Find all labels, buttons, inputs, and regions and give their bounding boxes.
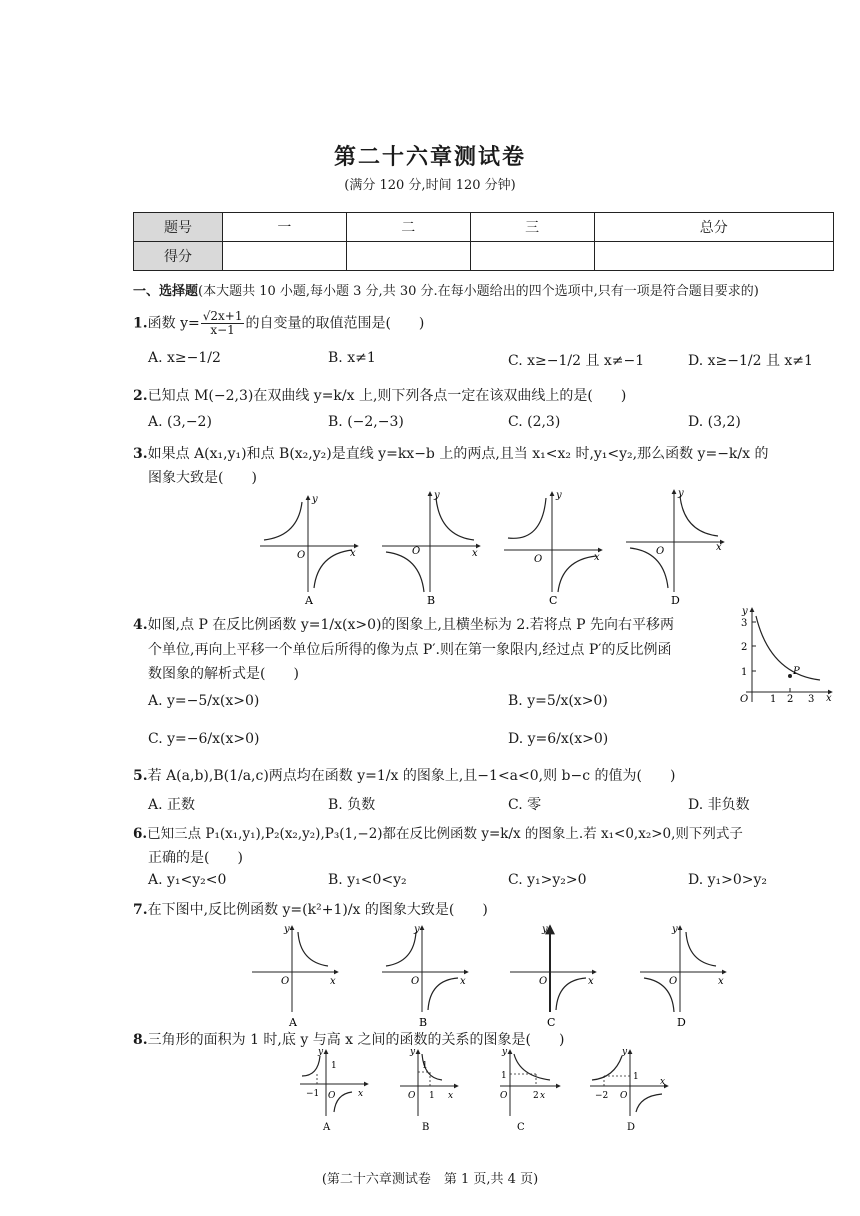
q8-graph-a[interactable]: [300, 1047, 368, 1133]
graph-label: C: [547, 1016, 556, 1028]
option-b[interactable]: B. y₁<0<y₂: [328, 872, 407, 888]
svg-text:y: y: [284, 924, 290, 935]
svg-text:O: O: [534, 554, 543, 565]
fraction-denominator: x−1: [210, 323, 235, 337]
graph-label: B: [422, 1122, 430, 1133]
graph-label: D: [671, 594, 680, 607]
question-number: 3.: [133, 446, 148, 462]
point-p: [788, 674, 792, 678]
origin-label: O: [740, 694, 749, 705]
score-table-cell: 三: [470, 213, 594, 242]
svg-text:y: y: [678, 488, 684, 499]
svg-text:O: O: [669, 976, 678, 987]
question-text: 图象大致是( ): [148, 470, 257, 486]
svg-text:x: x: [660, 1077, 666, 1087]
graph-label: A: [289, 1016, 297, 1028]
option-b[interactable]: B. x≠1: [328, 350, 376, 366]
question-number: 2.: [133, 388, 148, 404]
tick-label: 2: [741, 642, 748, 653]
axis-label: x: [826, 693, 832, 704]
question-text: 个单位,再向上平移一个单位后所得的像为点 P′.则在第一象限内,经过点 P′的反比例函: [148, 642, 672, 658]
page-footer: (第二十六章测试卷 第 1 页,共 4 页): [321, 1172, 539, 1187]
tick-label: 3: [808, 694, 815, 705]
svg-text:y: y: [622, 1047, 628, 1057]
svg-text:O: O: [412, 546, 421, 557]
question-text: 已知三点 P₁(x₁,y₁),P₂(x₂,y₂),P₃(1,−2)都在反比例函数 y=k/x 的图象上.若 x₁<0,x₂>0,则下列式子: [147, 826, 743, 842]
score-table-score-row: [134, 242, 834, 271]
svg-text:−2: −2: [595, 1091, 609, 1101]
option-d[interactable]: D. y=6/x(x>0): [508, 731, 609, 747]
q4-figure: [730, 604, 836, 708]
question-text: 三角形的面积为 1 时,底 y 与高 x 之间的函数的关系的图象是( ): [147, 1032, 565, 1048]
svg-text:O: O: [539, 976, 548, 987]
question-4: [133, 615, 674, 635]
graph-label: A: [323, 1122, 331, 1133]
svg-text:−1: −1: [306, 1089, 320, 1099]
q7-graph-a[interactable]: [252, 924, 338, 1028]
svg-text:O: O: [281, 976, 290, 987]
question-text: 在下图中,反比例函数 y=(k²+1)/x 的图象大致是( ): [147, 902, 488, 918]
svg-text:y: y: [312, 494, 318, 505]
question-number: 5.: [133, 768, 148, 784]
svg-text:O: O: [656, 546, 665, 557]
graph-label: D: [627, 1122, 636, 1133]
page-title: 第二十六章测试卷: [333, 144, 526, 170]
q7-graph-options: [248, 922, 738, 1028]
option-b[interactable]: B. y=5/x(x>0): [508, 693, 608, 709]
score-table-cell: 题号: [134, 213, 223, 242]
svg-text:O: O: [297, 550, 306, 561]
svg-text:x: x: [350, 548, 356, 559]
svg-text:1: 1: [422, 1061, 428, 1071]
option-c[interactable]: C. 零: [508, 797, 542, 813]
svg-text:y: y: [434, 490, 440, 501]
svg-text:y: y: [556, 490, 562, 501]
question-1: [133, 310, 424, 337]
svg-text:y: y: [542, 924, 548, 935]
score-table-cell: 二: [346, 213, 470, 242]
graph-label: B: [427, 594, 436, 607]
q3-graph-c[interactable]: [504, 490, 602, 607]
q7-graph-b[interactable]: [382, 924, 468, 1028]
score-table: [133, 212, 834, 271]
svg-text:1: 1: [633, 1072, 639, 1082]
option-d[interactable]: D. (3,2): [688, 414, 741, 430]
svg-text:1: 1: [501, 1071, 507, 1081]
question-5: [133, 766, 675, 786]
question-number: 8.: [133, 1032, 148, 1048]
question-2: [133, 386, 626, 406]
question-number: 4.: [133, 617, 148, 633]
score-input-cell[interactable]: [223, 242, 347, 271]
svg-text:O: O: [328, 1091, 336, 1101]
option-c[interactable]: C. x≥−1/2 且 x≠−1: [508, 353, 645, 369]
svg-text:y: y: [318, 1047, 324, 1057]
question-text: 已知点 M(−2,3)在双曲线 y=k/x 上,则下列各点一定在该双曲线上的是( ): [147, 388, 627, 404]
section-note: (本大题共 10 小题,每小题 3 分,共 30 分.在每小题给出的四个选项中,只有一项是符合题目要求的): [198, 284, 759, 299]
question-text: 如果点 A(x₁,y₁)和点 B(x₂,y₂)是直线 y=kx−b 上的两点,且当 x₁<x₂ 时,y₁<y₂,那么函数 y=−k/x 的: [147, 446, 769, 462]
svg-text:x: x: [718, 976, 724, 987]
question-text: 如图,点 P 在反比例函数 y=1/x(x>0)的图象上,且横坐标为 2.若将点 P 先向右平移两: [147, 617, 675, 633]
svg-text:x: x: [330, 976, 336, 987]
q7-graph-d[interactable]: [640, 924, 726, 1028]
svg-text:x: x: [358, 1089, 364, 1099]
page-subtitle: (满分 120 分,时间 120 分钟): [344, 178, 516, 193]
option-b[interactable]: B. (−2,−3): [328, 414, 404, 430]
q8-graph-options: [296, 1046, 686, 1134]
question-text: 数图象的解析式是( ): [148, 666, 299, 682]
svg-text:O: O: [411, 976, 420, 987]
tick-label: 1: [770, 694, 777, 705]
score-input-cell[interactable]: [470, 242, 594, 271]
q7-graph-c[interactable]: [510, 924, 596, 1028]
tick-label: 3: [741, 618, 748, 629]
svg-text:1: 1: [331, 1061, 337, 1071]
svg-text:x: x: [716, 542, 722, 553]
score-table-cell: 总分: [594, 213, 833, 242]
question-text: 若 A(a,b),B(1/a,c)两点均在函数 y=1/x 的图象上,且−1<a<0,则 b−c 的值为( ): [147, 768, 676, 784]
q8-graph-b[interactable]: [400, 1047, 458, 1133]
option-a[interactable]: A. y₁<y₂<0: [148, 872, 227, 888]
question-7: [133, 900, 488, 920]
q3-graph-d[interactable]: [626, 488, 724, 607]
score-table-cell: 一: [223, 213, 347, 242]
q3-graph-options: [250, 488, 730, 608]
question-text: 正确的是( ): [148, 850, 243, 866]
q8-graph-d[interactable]: [590, 1047, 668, 1133]
option-a[interactable]: A. y=−5/x(x>0): [148, 693, 260, 709]
question-6: [133, 824, 743, 844]
score-table-header-row: [134, 213, 834, 242]
option-a[interactable]: A. 正数: [148, 797, 196, 813]
option-c[interactable]: C. y=−6/x(x>0): [148, 731, 260, 747]
svg-text:x: x: [540, 1091, 546, 1101]
score-table-cell: 得分: [134, 242, 223, 271]
svg-text:O: O: [500, 1091, 508, 1101]
axis-label: y: [742, 606, 748, 617]
option-d[interactable]: D. 非负数: [688, 797, 750, 813]
svg-text:O: O: [620, 1091, 628, 1101]
section-heading: [133, 280, 759, 299]
question-3: [133, 444, 768, 464]
svg-text:1: 1: [429, 1091, 435, 1101]
svg-text:O: O: [408, 1091, 416, 1101]
graph-label: C: [549, 594, 558, 607]
q3-graph-b[interactable]: [382, 490, 480, 607]
score-input-cell[interactable]: [346, 242, 470, 271]
svg-text:y: y: [502, 1047, 508, 1057]
svg-text:x: x: [448, 1091, 454, 1101]
question-text: 函数 y=: [147, 315, 200, 332]
option-c[interactable]: C. (2,3): [508, 414, 561, 430]
svg-text:x: x: [472, 548, 478, 559]
tick-label: 2: [787, 694, 794, 705]
option-c[interactable]: C. y₁>y₂>0: [508, 872, 587, 888]
option-d[interactable]: D. y₁>0>y₂: [688, 872, 768, 888]
svg-text:2: 2: [533, 1091, 539, 1101]
graph-label: C: [517, 1122, 525, 1133]
score-input-cell[interactable]: [594, 242, 833, 271]
question-text: 的自变量的取值范围是( ): [245, 315, 425, 332]
question-number: 6.: [133, 826, 148, 842]
graph-label: A: [305, 594, 313, 607]
point-label: P: [793, 666, 800, 677]
svg-text:y: y: [410, 1047, 416, 1057]
svg-text:x: x: [588, 976, 594, 987]
svg-text:y: y: [672, 924, 678, 935]
graph-label: D: [677, 1016, 686, 1028]
fraction: [201, 310, 245, 337]
question-number: 7.: [133, 902, 148, 918]
svg-text:x: x: [594, 552, 600, 563]
q8-graph-c[interactable]: [500, 1047, 560, 1133]
q3-graph-a[interactable]: [260, 494, 358, 607]
option-a[interactable]: A. (3,−2): [148, 414, 212, 430]
question-number: 1.: [133, 315, 148, 332]
tick-label: 1: [741, 667, 748, 678]
svg-text:y: y: [414, 924, 420, 935]
option-d[interactable]: D. x≥−1/2 且 x≠1: [688, 353, 813, 369]
option-b[interactable]: B. 负数: [328, 797, 376, 813]
section-title: 一、选择题: [133, 284, 199, 299]
graph-label: B: [419, 1016, 428, 1028]
svg-text:x: x: [460, 976, 466, 987]
option-a[interactable]: A. x≥−1/2: [148, 350, 221, 366]
fraction-numerator: √2x+1: [202, 309, 243, 323]
